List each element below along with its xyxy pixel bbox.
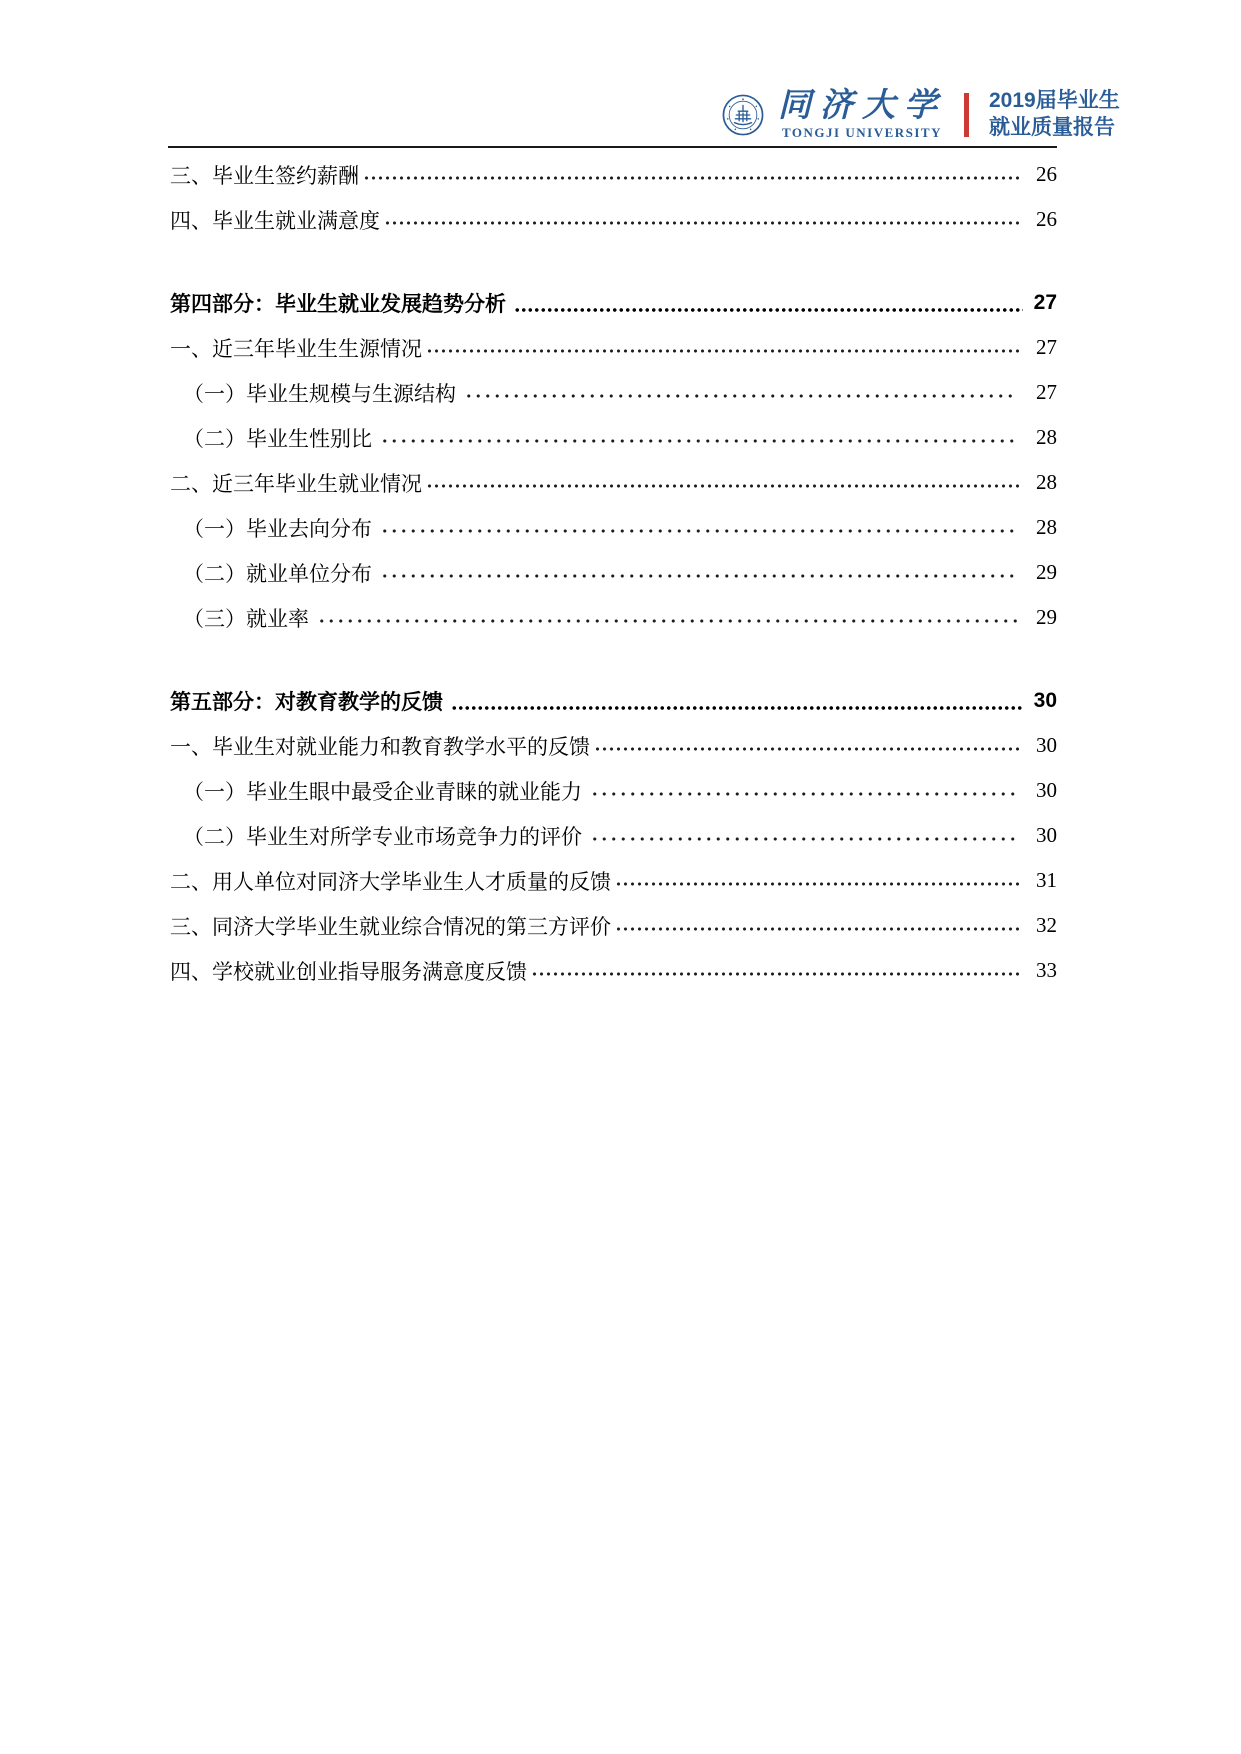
toc-entry-label: 四、毕业生就业满意度 bbox=[170, 208, 380, 233]
toc-entry[interactable] bbox=[170, 460, 1057, 505]
toc-leader-dots bbox=[531, 948, 1023, 993]
toc-entry-page: 30 bbox=[1036, 778, 1057, 802]
toc-leader-dots bbox=[615, 858, 1023, 903]
toc-leader-dots bbox=[514, 280, 1023, 325]
toc-entry-label: （一）毕业去向分布 bbox=[183, 516, 372, 541]
toc-leader-dots bbox=[426, 325, 1023, 370]
toc-entry-label: 第五部分：对教育教学的反馈 bbox=[170, 690, 443, 714]
toc-leader-dots bbox=[590, 768, 1017, 813]
toc-leader-dots bbox=[380, 415, 1017, 460]
toc-entry[interactable] bbox=[170, 768, 1057, 813]
toc-entry[interactable] bbox=[170, 550, 1057, 595]
toc-entry[interactable] bbox=[170, 505, 1057, 550]
toc-entry-label: （一）毕业生眼中最受企业青睐的就业能力 bbox=[183, 779, 582, 804]
header-divider-bar bbox=[964, 93, 969, 137]
toc-entry-page: 26 bbox=[1036, 162, 1057, 186]
toc-entry-label: 一、毕业生对就业能力和教育教学水平的反馈 bbox=[170, 734, 590, 759]
toc-entry-page: 30 bbox=[1036, 733, 1057, 757]
toc-entry-page: 33 bbox=[1036, 958, 1057, 982]
toc-entry-page: 27 bbox=[1036, 335, 1057, 359]
toc-entry[interactable] bbox=[170, 325, 1057, 370]
toc-entry-label: 二、近三年毕业生就业情况 bbox=[170, 471, 422, 496]
toc-entry-page: 29 bbox=[1036, 605, 1057, 629]
university-wordmark bbox=[778, 90, 946, 139]
toc-leader-dots bbox=[426, 460, 1023, 505]
toc-leader-dots bbox=[590, 813, 1017, 858]
toc-entry-label: 三、毕业生签约薪酬 bbox=[170, 163, 359, 188]
toc-entry[interactable] bbox=[170, 415, 1057, 460]
toc-entry[interactable] bbox=[170, 197, 1057, 242]
toc-leader-dots bbox=[615, 903, 1023, 948]
toc-leader-dots bbox=[380, 505, 1017, 550]
toc-entry-label: （一）毕业生规模与生源结构 bbox=[183, 381, 456, 406]
toc-entry-page: 27 bbox=[1033, 290, 1057, 314]
toc-entry-page: 27 bbox=[1036, 380, 1057, 404]
toc-entry[interactable] bbox=[170, 813, 1057, 858]
toc-entry-page: 30 bbox=[1033, 688, 1057, 712]
university-name-en: TONGJI UNIVERSITY bbox=[782, 125, 942, 141]
toc-entry-page: 26 bbox=[1036, 207, 1057, 231]
toc-leader-dots bbox=[464, 370, 1017, 415]
toc-entry-label: 一、近三年毕业生生源情况 bbox=[170, 336, 422, 361]
toc-entry-page: 30 bbox=[1036, 823, 1057, 847]
toc-list bbox=[170, 152, 1057, 993]
report-title-line2: 就业质量报告 bbox=[989, 115, 1115, 139]
toc-leader-dots bbox=[451, 678, 1023, 723]
toc-entry-page: 32 bbox=[1036, 913, 1057, 937]
university-name-zh: 同济大学 bbox=[778, 88, 946, 125]
toc-entry[interactable] bbox=[170, 723, 1057, 768]
report-title-line1: 2019届毕业生 bbox=[989, 89, 1120, 112]
toc-entry[interactable] bbox=[170, 948, 1057, 993]
toc-leader-dots bbox=[594, 723, 1023, 768]
header-rule bbox=[168, 146, 1057, 148]
header-brand bbox=[722, 88, 1120, 142]
toc-entry-page: 28 bbox=[1036, 515, 1057, 539]
toc-entry[interactable] bbox=[170, 858, 1057, 903]
toc-entry-label: （二）就业单位分布 bbox=[183, 561, 372, 586]
toc-entry-label: 三、同济大学毕业生就业综合情况的第三方评价 bbox=[170, 914, 611, 939]
toc-entry[interactable] bbox=[170, 370, 1057, 415]
toc-entry-label: （三）就业率 bbox=[183, 606, 309, 631]
toc-leader-dots bbox=[363, 152, 1023, 197]
toc-entry-label: （二）毕业生性别比 bbox=[183, 426, 372, 451]
toc-entry-label: （二）毕业生对所学专业市场竞争力的评价 bbox=[183, 824, 582, 849]
toc-entry[interactable] bbox=[170, 152, 1057, 197]
report-title bbox=[989, 88, 1120, 142]
toc-leader-dots bbox=[317, 595, 1017, 640]
toc-entry-label: 第四部分：毕业生就业发展趋势分析 bbox=[170, 292, 506, 316]
toc-entry[interactable] bbox=[170, 280, 1057, 325]
toc-entry[interactable] bbox=[170, 678, 1057, 723]
toc-entry-label: 二、用人单位对同济大学毕业生人才质量的反馈 bbox=[170, 869, 611, 894]
toc-leader-dots bbox=[380, 550, 1017, 595]
toc-leader-dots bbox=[384, 197, 1023, 242]
tongji-seal-icon bbox=[722, 94, 764, 136]
toc-entry-page: 29 bbox=[1036, 560, 1057, 584]
toc-entry-page: 28 bbox=[1036, 425, 1057, 449]
toc-entry[interactable] bbox=[170, 595, 1057, 640]
toc-entry-page: 31 bbox=[1036, 868, 1057, 892]
toc-entry[interactable] bbox=[170, 903, 1057, 948]
toc-entry-page: 28 bbox=[1036, 470, 1057, 494]
toc-entry-label: 四、学校就业创业指导服务满意度反馈 bbox=[170, 959, 527, 984]
